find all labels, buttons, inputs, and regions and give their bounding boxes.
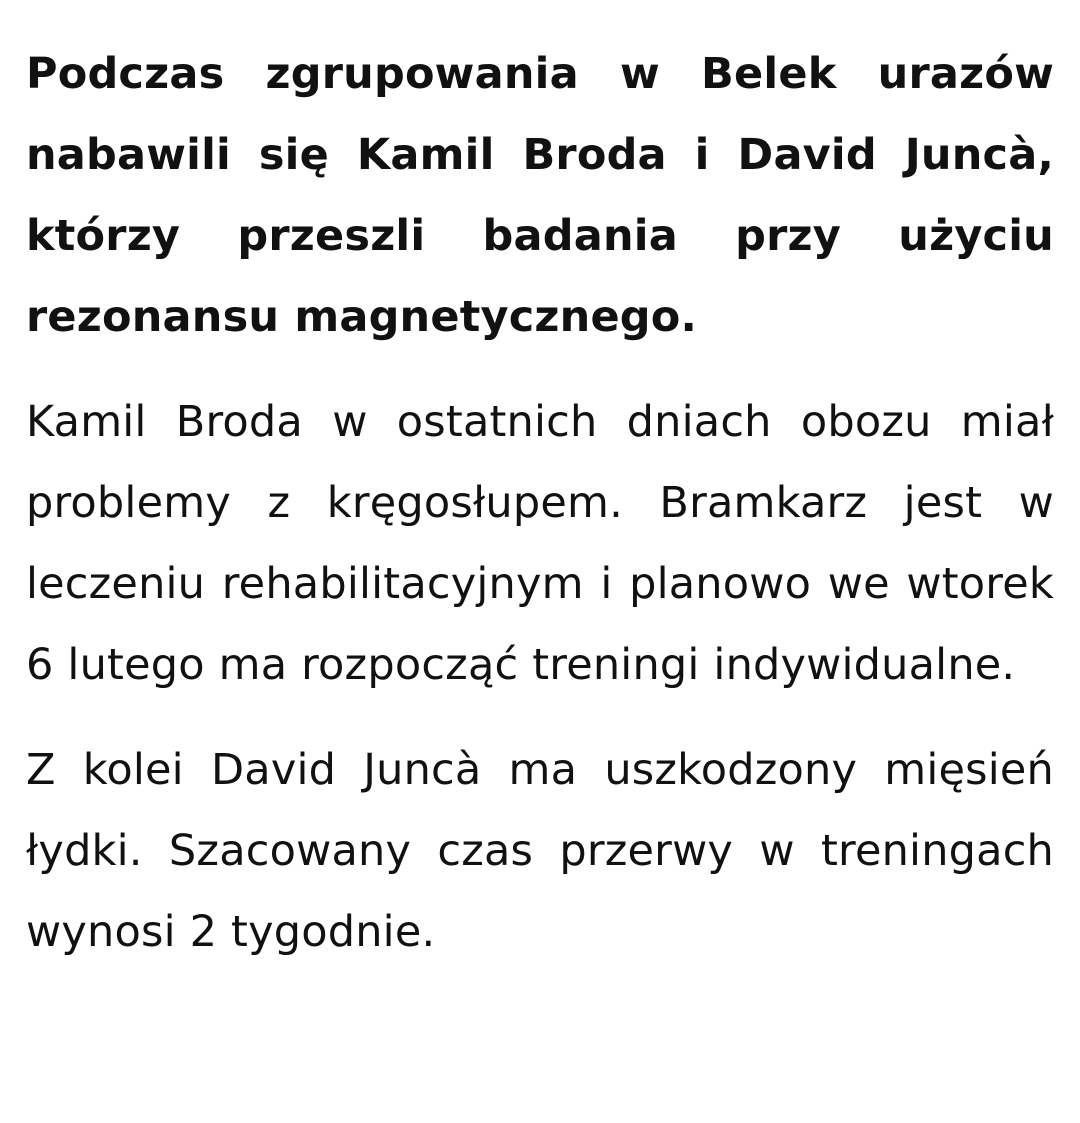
paragraph-david-junca: Z kolei David Juncà ma uszkodzony mięsień łydki. Szacowany czas przerwy w treningach wynosi 2 tygodnie. (26, 745, 1054, 957)
lead-paragraph: Podczas zgrupowania w Belek urazów nabawili się Kamil Broda i David Juncà, którzy przeszli badania przy użyciu rezonansu magnetycznego. (26, 49, 1054, 342)
paragraph-kamil-broda: Kamil Broda w ostatnich dniach obozu miał problemy z kręgosłupem. Bramkarz jest w leczeniu rehabilitacyjnym i planowo we wtorek 6 lutego ma rozpocząć treningi indywidualne. (26, 397, 1054, 690)
article-body (26, 34, 1054, 973)
